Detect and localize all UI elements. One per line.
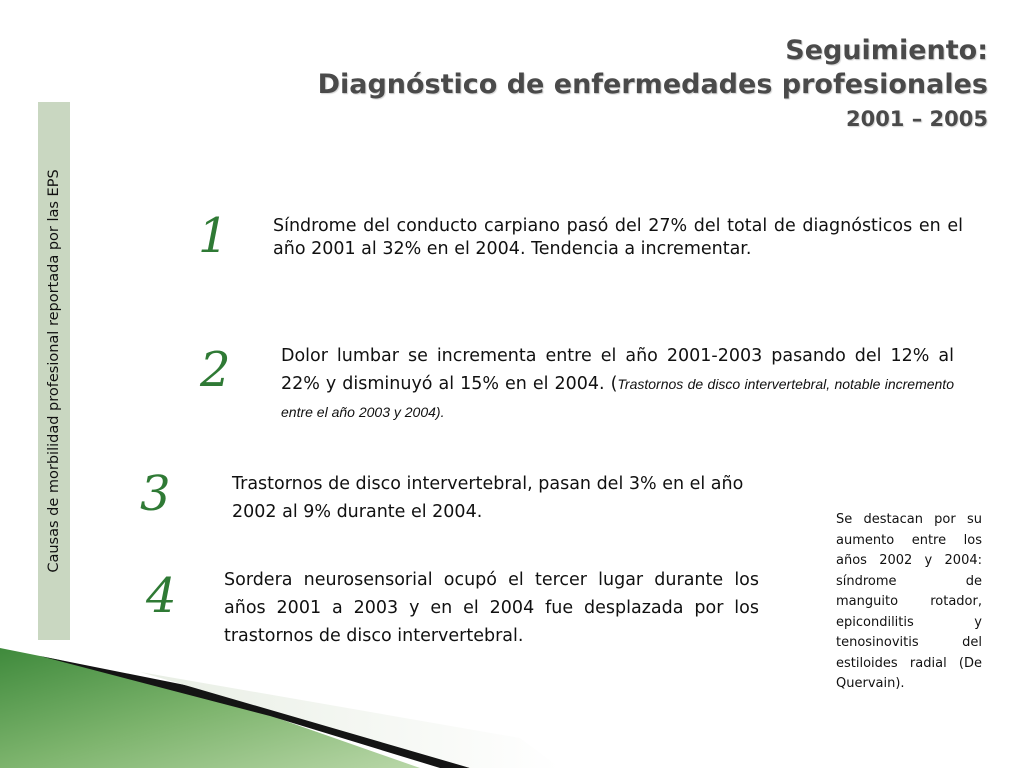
item-number-1: 1 [198,208,229,264]
item-text-1: Síndrome del conducto carpiano pasó del 27% del total de diagnósticos en el año 2001 al 32% en el 2004. Tendencia a incrementar. [273,216,963,259]
item-text-4: Sordera neurosensorial ocupó el tercer lugar durante los años 2001 a 2003 y en el 2004 fue desplazada por los trastornos de disco intervertebral. [224,570,759,646]
page-period: 2001 – 2005 [845,107,988,131]
item-text-2-note: Trastornos de disco intervertebral, notable incremento entre el año 2003 y 2004). [281,376,954,420]
page-title: Seguimiento: [785,35,988,66]
side-note: Se destacan por su aumento entre los años 2002 y 2004: síndrome de manguito rotador, epicondilitis y tenosinovitis del estiloides radial (De Quervain). [836,512,982,691]
item-number-2: 2 [200,342,231,398]
item-text-2 [281,342,954,426]
item-text-3: Trastornos de disco intervertebral, pasan del 3% en el año 2002 al 9% durante el 2004. [232,474,744,522]
item-number-4: 4 [146,568,177,624]
title-block [318,34,988,134]
item-text-2-main: Dolor lumbar se incrementa entre el año 2001-2003 pasando del 12% al 22% y disminuyó al 15% en el 2004. ( [281,346,954,394]
side-label-bar [38,102,70,640]
item-number-3: 3 [140,466,171,522]
page-subtitle: Diagnóstico de enfermedades profesionales [317,69,988,100]
side-label: Causas de morbilidad profesional reportada por las EPS [46,169,62,573]
